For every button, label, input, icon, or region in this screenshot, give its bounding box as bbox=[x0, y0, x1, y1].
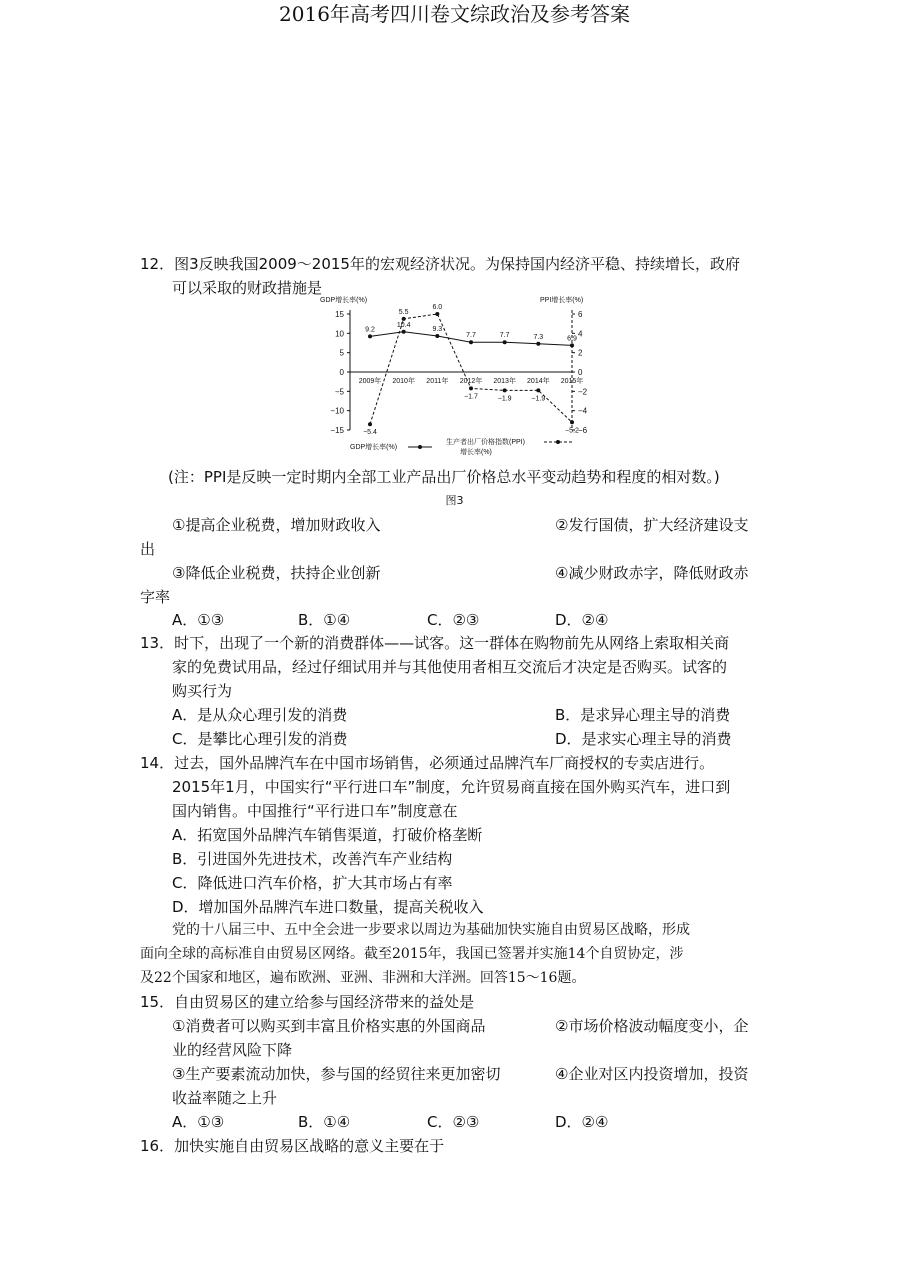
right-tick-label: 0 bbox=[578, 368, 583, 377]
gdp-data-label: 10.4 bbox=[396, 321, 411, 329]
right-tick-label: 6 bbox=[578, 310, 583, 319]
ppi-series-line bbox=[370, 314, 572, 424]
q12-option-4-cont: 字率 bbox=[140, 588, 171, 606]
gdp-data-label: 7.3 bbox=[533, 333, 544, 341]
q15-choice-b: B．①④ bbox=[298, 1113, 351, 1131]
x-tick-label: 2015年 bbox=[560, 378, 584, 385]
gdp-point bbox=[536, 342, 540, 346]
right-axis-label: PPI增长率(%) bbox=[540, 297, 584, 304]
q13-stem-line3: 购买行为 bbox=[172, 682, 233, 700]
right-tick-label: −2 bbox=[578, 387, 588, 397]
legend-ppi-marker bbox=[556, 440, 560, 444]
q13-stem-line2: 家的免费试用品，经过仔细试用并与其他使用者相互交流后才决定是否购买。试客的 bbox=[172, 658, 728, 676]
q15-option-2-cont: 业的经营风险下降 bbox=[172, 1041, 293, 1059]
q15-option-3: ③生产要素流动加快，参与国的经贸往来更加密切 bbox=[172, 1065, 501, 1083]
q12-option-4: ④减少财政赤字，降低财政赤 bbox=[555, 564, 749, 582]
q14-choice-c: C．降低进口汽车价格，扩大其市场占有率 bbox=[172, 874, 453, 892]
ppi-point bbox=[536, 388, 540, 392]
q14-choice-a: A．拓宽国外品牌汽车销售渠道，打破价格垄断 bbox=[172, 826, 483, 844]
q13-stem-line1: 13．时下，出现了一个新的消费群体——试客。这一群体在购物前先从网络上索取相关商 bbox=[140, 634, 730, 652]
q13-choice-a: A．是从众心理引发的消费 bbox=[172, 706, 348, 724]
legend-ppi-label-2: 增长率(%) bbox=[460, 449, 492, 456]
q12-option-1: ①提高企业税费，增加财政收入 bbox=[172, 516, 381, 534]
gdp-point bbox=[503, 340, 507, 344]
left-tick-label: 15 bbox=[335, 310, 344, 319]
gdp-data-label: 6.9 bbox=[567, 335, 577, 343]
q12-choice-a: A．①③ bbox=[172, 611, 225, 629]
ppi-data-label: 6.0 bbox=[432, 304, 443, 311]
ppi-point bbox=[469, 386, 473, 390]
q15-option-1: ①消费者可以购买到丰富且价格实惠的外国商品 bbox=[172, 1017, 486, 1035]
q15-choice-a: A．①③ bbox=[172, 1113, 225, 1131]
q12-option-2: ②发行国债，扩大经济建设支 bbox=[555, 516, 749, 534]
ppi-point bbox=[368, 422, 372, 426]
page-title: 2016年高考四川卷文综政治及参考答案 bbox=[279, 2, 630, 26]
q14-stem-line3: 国内销售。中国推行“平行进口车”制度意在 bbox=[172, 802, 458, 820]
legend-gdp-marker bbox=[418, 445, 422, 449]
gdp-point bbox=[368, 334, 372, 338]
q15-choice-c: C．②③ bbox=[427, 1113, 480, 1131]
legend-gdp-label: GDP增长率(%) bbox=[350, 444, 398, 451]
ppi-point bbox=[503, 388, 507, 392]
q15-option-2: ②市场价格波动幅度变小，企 bbox=[555, 1017, 749, 1035]
q15-option-4-cont: 收益率随之上升 bbox=[172, 1089, 278, 1107]
q12-choice-c: C．②③ bbox=[427, 611, 480, 629]
q12-stem-line2: 可以采取的财政措施是 bbox=[172, 279, 323, 297]
gdp-data-label: 7.7 bbox=[499, 332, 510, 340]
q12-choice-b: B．①④ bbox=[298, 611, 351, 629]
left-tick-label: −10 bbox=[330, 406, 344, 416]
ppi-point bbox=[570, 420, 574, 424]
figure-caption: 图3 bbox=[445, 494, 464, 507]
ppi-point bbox=[435, 312, 439, 316]
x-tick-label: 2012年 bbox=[459, 378, 483, 385]
left-tick-label: −15 bbox=[330, 426, 344, 435]
ppi-data-label: −1.7 bbox=[464, 393, 478, 401]
passage-line1: 党的十八届三中、五中全会进一步要求以周边为基础加快实施自由贸易区战略，形成 bbox=[172, 922, 690, 938]
ppi-data-label: −5.4 bbox=[363, 429, 377, 437]
q13-choice-c: C．是攀比心理引发的消费 bbox=[172, 730, 348, 748]
q12-stem-line1: 12．图3反映我国2009～2015年的宏观经济状况。为保持国内经济平稳、持续增长，政府 bbox=[140, 255, 740, 273]
left-tick-label: 0 bbox=[339, 368, 344, 377]
q14-stem-line1: 14．过去，国外品牌汽车在中国市场销售，必须通过品牌汽车厂商授权的专卖店进行。 bbox=[140, 754, 715, 772]
x-tick-label: 2009年 bbox=[358, 378, 382, 385]
q12-note: (注：PPI是反映一定时期内全部工业产品出厂价格总水平变动趋势和程度的相对数。) bbox=[168, 468, 720, 486]
left-tick-label: 5 bbox=[339, 348, 344, 358]
gdp-data-label: 9.3 bbox=[432, 326, 443, 334]
ppi-point bbox=[402, 317, 406, 321]
x-tick-label: 2014年 bbox=[527, 378, 550, 385]
left-axis-label: GDP增长率(%) bbox=[320, 297, 368, 304]
right-tick-label: 4 bbox=[578, 329, 583, 339]
q13-choice-d: D．是求实心理主导的消费 bbox=[555, 730, 732, 748]
figure-3-chart bbox=[310, 290, 610, 460]
q12-option-2-cont: 出 bbox=[140, 540, 156, 558]
x-tick-label: 2010年 bbox=[392, 378, 415, 385]
gdp-point bbox=[402, 330, 406, 334]
q15-choice-d: D．②④ bbox=[555, 1113, 609, 1131]
right-tick-label: −6 bbox=[578, 426, 588, 435]
passage-line3: 及22个国家和地区，遍布欧洲、亚洲、非洲和大洋洲。回答15～16题。 bbox=[140, 970, 586, 986]
left-tick-label: −5 bbox=[334, 387, 344, 397]
gdp-point bbox=[469, 340, 473, 344]
left-tick-label: 10 bbox=[335, 329, 344, 339]
gdp-point bbox=[570, 343, 574, 347]
passage-line2: 面向全球的高标准自由贸易区网络。截至2015年，我国已签署并实施14个自贸协定，涉 bbox=[140, 946, 684, 962]
q15-stem-line1: 15．自由贸易区的建立给参与国经济带来的益处是 bbox=[140, 993, 475, 1011]
q12-option-3: ③降低企业税费，扶持企业创新 bbox=[172, 564, 381, 582]
right-tick-label: −4 bbox=[578, 406, 588, 416]
q16-stem-line1: 16．加快实施自由贸易区战略的意义主要在于 bbox=[140, 1137, 445, 1155]
right-tick-label: 2 bbox=[578, 348, 583, 358]
q14-choice-b: B．引进国外先进技术，改善汽车产业结构 bbox=[172, 850, 453, 868]
q12-choice-d: D．②④ bbox=[555, 611, 609, 629]
ppi-data-label: −1.9 bbox=[497, 395, 512, 403]
gdp-data-label: 7.7 bbox=[466, 332, 476, 340]
q14-stem-line2: 2015年1月，中国实行“平行进口车”制度，允许贸易商直接在国外购买汽车，进口到 bbox=[172, 778, 731, 796]
legend-ppi-label: 生产者出厂价格指数(PPI) bbox=[446, 439, 525, 446]
q13-choice-b: B．是求异心理主导的消费 bbox=[555, 706, 731, 724]
gdp-point bbox=[435, 334, 439, 338]
x-tick-label: 2013年 bbox=[493, 378, 516, 385]
ppi-data-label: −1.9 bbox=[531, 395, 546, 403]
x-tick-label: 2011年 bbox=[426, 378, 449, 385]
gdp-data-label: 9.2 bbox=[365, 326, 375, 334]
q14-choice-d: D．增加国外品牌汽车进口数量，提高关税收入 bbox=[172, 898, 484, 916]
ppi-data-label: 5.5 bbox=[398, 308, 409, 316]
ppi-data-label: −5.2 bbox=[565, 427, 579, 435]
q15-option-4: ④企业对区内投资增加，投资 bbox=[555, 1065, 749, 1083]
